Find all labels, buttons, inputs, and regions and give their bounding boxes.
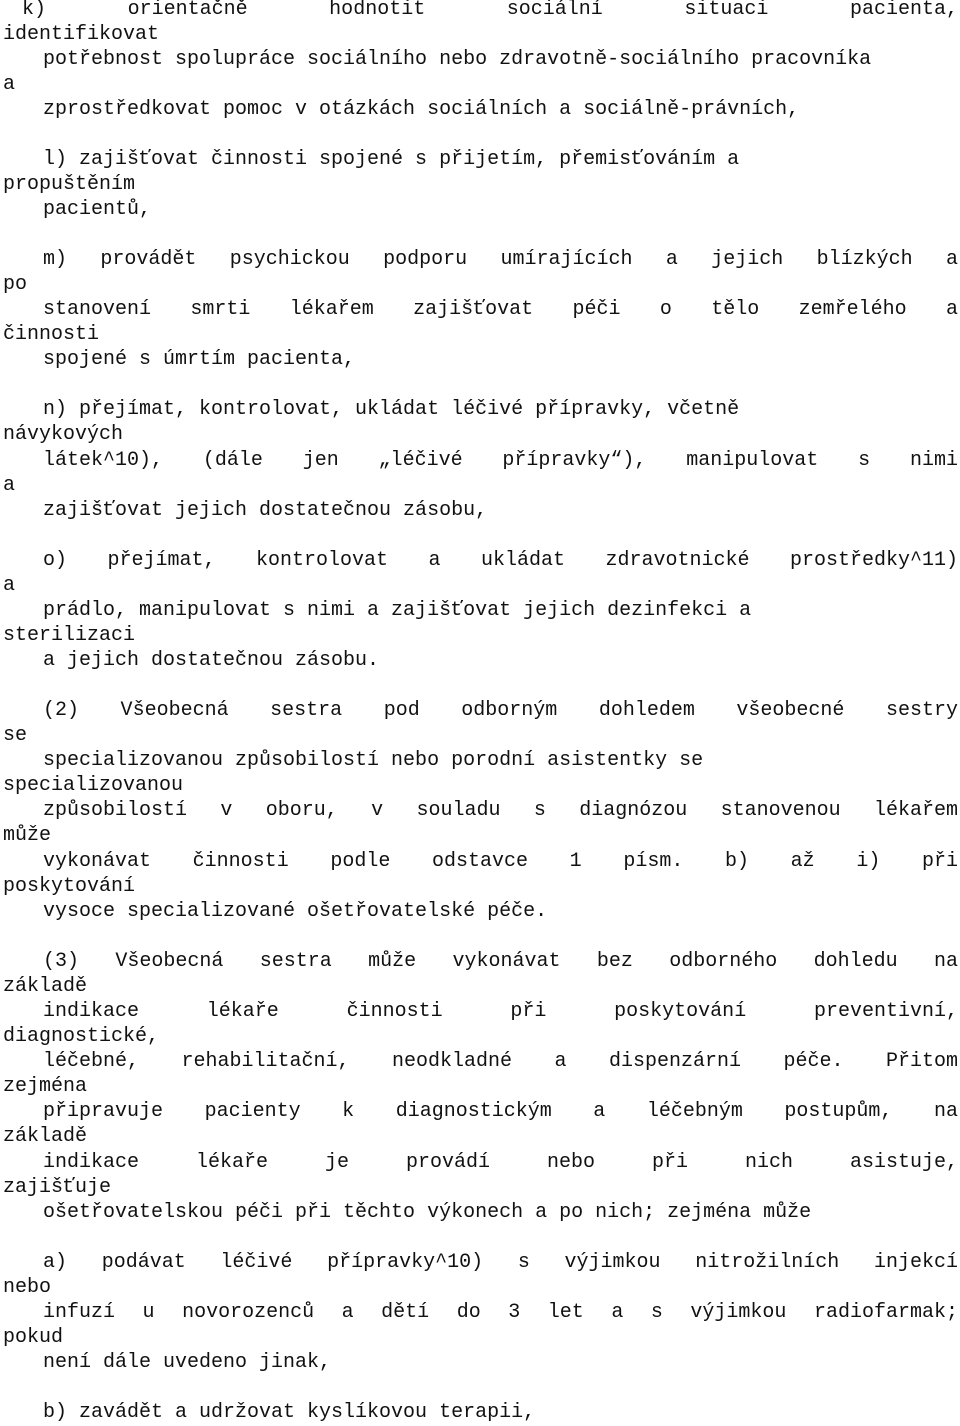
text-line: b) zavádět a udržovat kyslíkovou terapii,: [43, 1401, 536, 1424]
text-line: m) provádět psychickou podporu umírajících a jejich blízkých a: [43, 248, 958, 271]
text-line: poskytování: [3, 875, 136, 898]
text-line: spojené s úmrtím pacienta,: [43, 348, 356, 371]
text-line: specializovanou: [3, 774, 184, 797]
text-line: základě: [3, 975, 88, 998]
text-line: návykových: [3, 423, 124, 446]
text-line: propuštěním: [3, 173, 136, 196]
text-line: a) podávat léčivé přípravky^10) s výjimkou nitrožilních injekcí: [43, 1251, 958, 1274]
text-line: může: [3, 824, 52, 847]
text-line: a jejich dostatečnou zásobu.: [43, 649, 380, 672]
text-line: potřebnost spolupráce sociálního nebo zdravotně-sociálního pracovníka: [43, 48, 872, 71]
text-line: (2) Všeobecná sestra pod odborným dohledem všeobecné sestry: [43, 699, 958, 722]
text-line: není dále uvedeno jinak,: [43, 1351, 332, 1374]
text-line: se: [3, 724, 28, 747]
text-line: sterilizaci: [3, 624, 136, 647]
text-line: činnosti: [3, 323, 100, 346]
text-line: připravuje pacienty k diagnostickým a léčebným postupům, na: [43, 1100, 958, 1123]
text-line: základě: [3, 1125, 88, 1148]
text-line: způsobilostí v oboru, v souladu s diagnózou stanovenou lékařem: [43, 799, 958, 822]
text-line: a: [3, 574, 16, 597]
text-line: zajišťuje: [3, 1176, 112, 1199]
text-line: stanovení smrti lékařem zajišťovat péči o tělo zemřelého a: [43, 298, 958, 321]
text-line: l) zajišťovat činnosti spojené s přijetím, přemisťováním a: [43, 148, 740, 171]
text-line: zprostředkovat pomoc v otázkách sociálních a sociálně-právních,: [43, 98, 800, 121]
text-line: k) orientačně hodnotit sociální situaci pacienta,: [22, 0, 958, 21]
text-line: vykonávat činnosti podle odstavce 1 písm. b) až i) při: [43, 850, 958, 873]
text-line: a: [3, 73, 16, 96]
text-line: zejména: [3, 1075, 88, 1098]
text-line: infuzí u novorozenců a dětí do 3 let a s výjimkou radiofarmak;: [43, 1301, 958, 1324]
text-line: indikace lékaře je provádí nebo při nich asistuje,: [43, 1151, 958, 1174]
text-line: zajišťovat jejich dostatečnou zásobu,: [43, 499, 488, 522]
text-line: (3) Všeobecná sestra může vykonávat bez odborného dohledu na: [43, 950, 958, 973]
text-line: a: [3, 474, 16, 497]
text-line: o) přejímat, kontrolovat a ukládat zdravotnické prostředky^11): [43, 549, 958, 572]
text-line: ošetřovatelskou péči při těchto výkonech a po nich; zejména může: [43, 1201, 812, 1224]
text-line: diagnostické,: [3, 1025, 160, 1048]
text-line: pacientů,: [43, 198, 152, 221]
text-line: pokud: [3, 1326, 64, 1349]
text-line: indikace lékaře činnosti při poskytování preventivní,: [43, 1000, 958, 1023]
text-line: látek^10), (dále jen „léčivé přípravky“), manipulovat s nimi: [43, 449, 958, 472]
text-line: specializovanou způsobilostí nebo porodní asistentky se: [43, 749, 704, 772]
text-line: prádlo, manipulovat s nimi a zajišťovat jejich dezinfekci a: [43, 599, 752, 622]
text-line: identifikovat: [3, 23, 160, 46]
text-line: nebo: [3, 1276, 52, 1299]
text-line: po: [3, 273, 28, 296]
text-line: léčebné, rehabilitační, neodkladné a dispenzární péče. Přitom: [43, 1050, 958, 1073]
text-line: n) přejímat, kontrolovat, ukládat léčivé přípravky, včetně: [43, 398, 740, 421]
text-line: vysoce specializované ošetřovatelské péče.: [43, 900, 548, 923]
